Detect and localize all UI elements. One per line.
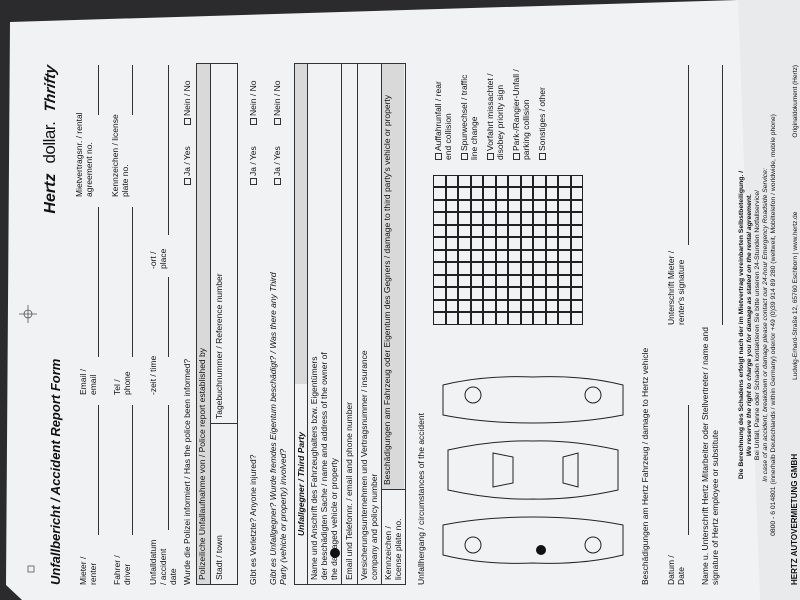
yes-label: Ja / Yes bbox=[272, 146, 282, 176]
circumstance-option[interactable] bbox=[459, 65, 479, 160]
place-field[interactable] bbox=[168, 65, 169, 235]
damage-grid-cell[interactable] bbox=[508, 275, 521, 288]
footer-bold-1: Die Berechnung des Schadens erfolgt nach der im Mietvertrag vereinbarten Selbstbeteiligung. / bbox=[738, 170, 745, 480]
damage-grid-cell[interactable] bbox=[458, 213, 471, 226]
table-divider bbox=[211, 423, 237, 424]
damage-grid-cell[interactable] bbox=[521, 263, 534, 276]
checkbox-icon[interactable] bbox=[250, 118, 257, 125]
email-label: Email / email bbox=[78, 369, 98, 395]
damage-grid-cell[interactable] bbox=[521, 288, 534, 301]
form-title: Unfallbericht / Accident Report Form bbox=[48, 358, 63, 585]
damage-grid-cell[interactable] bbox=[533, 275, 546, 288]
insurance-label: Versicherungsunternehmen und Vertragsnummer / insurance company and policy number bbox=[359, 350, 379, 580]
damage-grid-cell[interactable] bbox=[558, 200, 571, 213]
employee-signature-label: Name u. Unterschrift Hertz Mitarbeiter oder Stellvertreter / name and signature of Hertz employee or substitute bbox=[700, 327, 720, 585]
damage-grid-cell[interactable] bbox=[483, 313, 496, 326]
circumstance-option[interactable] bbox=[511, 65, 531, 160]
damage-grid-cell[interactable] bbox=[458, 263, 471, 276]
phone-label: Tel / phone bbox=[112, 371, 132, 395]
phone-field[interactable] bbox=[132, 207, 133, 357]
car-wheel bbox=[465, 537, 481, 553]
tp-license-plate-label: Kennzeichen / license plate no. bbox=[383, 518, 403, 580]
hertz-damage-label: Beschädigungen am Hertz Fahrzeug / damage to Hertz vehicle bbox=[640, 347, 650, 585]
damage-grid-cell[interactable] bbox=[496, 188, 509, 201]
damage-grid-cell[interactable] bbox=[433, 263, 446, 276]
accident-date-label: Unfalldatum / accident date bbox=[148, 539, 178, 585]
damage-grid-cell[interactable] bbox=[571, 213, 584, 226]
police-report-table bbox=[196, 63, 238, 585]
tp-damage-label: Beschädigungen am Fahrzeug oder Eigentum des Gegners / damage to third party's vehicle or property bbox=[382, 64, 404, 489]
footer-notice bbox=[738, 65, 778, 585]
damage-grid-cell[interactable] bbox=[558, 250, 571, 263]
damage-grid-cell[interactable] bbox=[483, 200, 496, 213]
table-divider bbox=[341, 64, 342, 584]
damage-grid-cell[interactable] bbox=[496, 213, 509, 226]
police-no-option[interactable] bbox=[182, 81, 192, 125]
damage-grid-cell[interactable] bbox=[571, 188, 584, 201]
damage-grid-cell[interactable] bbox=[546, 238, 559, 251]
car-top-view bbox=[448, 441, 618, 499]
damage-grid-cell[interactable] bbox=[458, 175, 471, 188]
injury-no-option[interactable] bbox=[248, 81, 258, 125]
rental-agreement-field[interactable] bbox=[98, 65, 99, 115]
damage-grid-cell[interactable] bbox=[458, 313, 471, 326]
yes-label: Ja / Yes bbox=[248, 146, 258, 176]
company-address: Ludwig-Erhard-Straße 12, 65760 Eschborn | www.hertz.de bbox=[792, 211, 799, 380]
damage-grid-cell[interactable] bbox=[446, 250, 459, 263]
damage-grid-cell[interactable] bbox=[446, 288, 459, 301]
damage-grid-cell[interactable] bbox=[533, 263, 546, 276]
no-label: Nein / No bbox=[272, 80, 282, 116]
car-side-right bbox=[443, 377, 623, 423]
damage-grid-cell[interactable] bbox=[508, 225, 521, 238]
damage-grid-cell[interactable] bbox=[433, 313, 446, 326]
car-wheel bbox=[585, 537, 601, 553]
table-divider bbox=[307, 64, 308, 584]
third-party-no-option[interactable] bbox=[272, 81, 282, 125]
damage-grid-cell[interactable] bbox=[533, 288, 546, 301]
damage-grid-cell[interactable] bbox=[446, 263, 459, 276]
renter-label: Mieter / renter bbox=[78, 556, 98, 585]
damage-grid[interactable] bbox=[433, 175, 583, 325]
damage-grid-cell[interactable] bbox=[558, 288, 571, 301]
damage-grid-cell[interactable] bbox=[446, 225, 459, 238]
car-rear-window bbox=[563, 453, 578, 487]
damage-grid-cell[interactable] bbox=[533, 238, 546, 251]
damage-grid-cell[interactable] bbox=[533, 213, 546, 226]
third-party-shade bbox=[295, 64, 307, 384]
checkbox-icon[interactable] bbox=[250, 178, 257, 185]
damage-grid-cell[interactable] bbox=[508, 238, 521, 251]
table-divider bbox=[357, 64, 358, 584]
damage-grid-cell[interactable] bbox=[446, 238, 459, 251]
damage-grid-cell[interactable] bbox=[571, 238, 584, 251]
damage-grid-cell[interactable] bbox=[433, 275, 446, 288]
car-wheel bbox=[585, 387, 601, 403]
damage-grid-cell[interactable] bbox=[446, 188, 459, 201]
owner-name-address-label: Name und Anschrift des Fahrzeughalters bzw. Eigentümers der beschädigten Sache / name and address of the owner of the damaged vehicle or property bbox=[309, 352, 339, 580]
damage-grid-cell[interactable] bbox=[446, 275, 459, 288]
damage-grid-cell[interactable] bbox=[471, 200, 484, 213]
damage-grid-cell[interactable] bbox=[471, 225, 484, 238]
damage-grid-cell[interactable] bbox=[571, 225, 584, 238]
accident-report-form bbox=[40, 63, 800, 585]
damage-grid-cell[interactable] bbox=[546, 263, 559, 276]
damage-grid-cell[interactable] bbox=[458, 188, 471, 201]
damage-grid-cell[interactable] bbox=[483, 263, 496, 276]
damage-grid-cell[interactable] bbox=[433, 200, 446, 213]
email-phone-label: Email und Telefonnr. / email and phone number bbox=[344, 402, 354, 580]
damage-grid-cell[interactable] bbox=[571, 250, 584, 263]
damage-grid-cell[interactable] bbox=[521, 238, 534, 251]
original-document: Originaldokument (Hertz) bbox=[792, 65, 799, 138]
circumstance-option-label: Spurwechsel / traffic line change bbox=[459, 74, 479, 160]
table-divider bbox=[381, 489, 405, 490]
damage-grid-cell[interactable] bbox=[521, 200, 534, 213]
date-label: Datum / Date bbox=[666, 555, 686, 585]
damage-grid-cell[interactable] bbox=[571, 288, 584, 301]
damage-grid-cell[interactable] bbox=[496, 288, 509, 301]
damage-grid-cell[interactable] bbox=[496, 200, 509, 213]
damage-grid-cell[interactable] bbox=[521, 175, 534, 188]
renter-field[interactable] bbox=[98, 405, 99, 535]
damage-grid-cell[interactable] bbox=[533, 175, 546, 188]
circumstance-options bbox=[433, 65, 553, 160]
circumstance-option-label: Sonstiges / other bbox=[537, 87, 547, 151]
car-side-left bbox=[443, 517, 623, 563]
no-label: Nein / No bbox=[182, 80, 192, 116]
damage-grid-cell[interactable] bbox=[483, 188, 496, 201]
car-damage-diagram[interactable] bbox=[433, 365, 633, 575]
checkbox-icon[interactable] bbox=[461, 153, 468, 160]
car-windshield bbox=[493, 453, 513, 487]
damage-grid-cell[interactable] bbox=[533, 200, 546, 213]
rental-agreement-label: Mietvertragsnr. / rental agreement no. bbox=[74, 112, 94, 197]
damage-grid-cell[interactable] bbox=[508, 250, 521, 263]
checkbox-icon[interactable] bbox=[184, 118, 191, 125]
hertz-logo: Hertz bbox=[42, 173, 59, 214]
third-party-table bbox=[294, 63, 406, 585]
damage-grid-cell[interactable] bbox=[546, 288, 559, 301]
damage-grid-cell[interactable] bbox=[458, 250, 471, 263]
damage-grid-cell[interactable] bbox=[508, 313, 521, 326]
town-label: Stadt / town bbox=[214, 535, 224, 580]
damage-grid-cell[interactable] bbox=[521, 275, 534, 288]
renter-signature-field[interactable] bbox=[688, 65, 689, 245]
damage-grid-cell[interactable] bbox=[483, 225, 496, 238]
damage-grid-cell[interactable] bbox=[558, 213, 571, 226]
damage-grid-cell[interactable] bbox=[558, 275, 571, 288]
damage-grid-cell[interactable] bbox=[571, 313, 584, 326]
damage-grid-cell[interactable] bbox=[546, 200, 559, 213]
damage-grid-cell[interactable] bbox=[471, 300, 484, 313]
damage-grid-cell[interactable] bbox=[446, 313, 459, 326]
injury-yes-option[interactable] bbox=[248, 146, 258, 185]
damage-grid-cell[interactable] bbox=[433, 175, 446, 188]
damage-grid-cell[interactable] bbox=[446, 213, 459, 226]
damage-grid-cell[interactable] bbox=[558, 313, 571, 326]
damage-grid-cell[interactable] bbox=[496, 175, 509, 188]
damage-grid-cell[interactable] bbox=[446, 300, 459, 313]
third-party-yes-option[interactable] bbox=[272, 146, 282, 185]
damage-grid-cell[interactable] bbox=[458, 300, 471, 313]
damage-grid-cell[interactable] bbox=[496, 313, 509, 326]
license-plate-label: Kennzeichen / license plate no. bbox=[110, 114, 130, 197]
license-plate-field[interactable] bbox=[132, 65, 133, 115]
reference-number-label: Tagebuchnummer / Reference number bbox=[214, 273, 224, 419]
damage-grid-cell[interactable] bbox=[521, 300, 534, 313]
driver-field[interactable] bbox=[132, 405, 133, 535]
damage-grid-cell[interactable] bbox=[433, 288, 446, 301]
damage-grid-cell[interactable] bbox=[546, 188, 559, 201]
car-wheel bbox=[465, 387, 481, 403]
third-party-question: Gibt es Unfallgegner? Wurde fremdes Eigentum beschädigt? / Was there any Third Party (vehicle or property) involved? bbox=[268, 272, 288, 585]
damage-grid-cell[interactable] bbox=[496, 300, 509, 313]
damage-grid-cell[interactable] bbox=[558, 238, 571, 251]
time-field[interactable] bbox=[168, 277, 169, 357]
footer-info-1: Bei Unfall, Panne oder Schaden kontaktieren Sie bitte unseren 24-Stunden Notfallservice/ bbox=[754, 189, 761, 461]
damage-grid-cell[interactable] bbox=[496, 263, 509, 276]
damage-grid-cell[interactable] bbox=[571, 175, 584, 188]
damage-grid-cell[interactable] bbox=[533, 188, 546, 201]
time-label: -zeit / time bbox=[148, 355, 158, 395]
damage-grid-cell[interactable] bbox=[433, 188, 446, 201]
damage-grid-cell[interactable] bbox=[483, 275, 496, 288]
police-yes-option[interactable] bbox=[182, 146, 192, 185]
email-field[interactable] bbox=[98, 207, 99, 357]
damage-grid-cell[interactable] bbox=[446, 175, 459, 188]
checkbox-icon[interactable] bbox=[435, 153, 442, 160]
damage-grid-cell[interactable] bbox=[458, 238, 471, 251]
place-label: -ort / place bbox=[148, 248, 168, 269]
damage-grid-cell[interactable] bbox=[508, 300, 521, 313]
damage-grid-cell[interactable] bbox=[458, 288, 471, 301]
damage-grid-cell[interactable] bbox=[483, 213, 496, 226]
damage-grid-cell[interactable] bbox=[458, 275, 471, 288]
date-field[interactable] bbox=[688, 405, 689, 535]
police-question: Wurde die Polizei informiert / Has the police been informed? bbox=[182, 358, 192, 585]
circumstance-option[interactable] bbox=[537, 65, 547, 160]
damage-grid-cell[interactable] bbox=[571, 275, 584, 288]
damage-grid-cell[interactable] bbox=[483, 175, 496, 188]
damage-grid-cell[interactable] bbox=[508, 263, 521, 276]
damage-grid-cell[interactable] bbox=[521, 213, 534, 226]
damage-grid-cell[interactable] bbox=[496, 225, 509, 238]
damage-grid-cell[interactable] bbox=[571, 263, 584, 276]
damage-grid-cell[interactable] bbox=[508, 188, 521, 201]
damage-grid-cell[interactable] bbox=[558, 175, 571, 188]
dollar-logo: dollar. bbox=[40, 121, 59, 164]
damage-grid-cell[interactable] bbox=[508, 288, 521, 301]
footer-info-2: In case of an accident, breakdown or damage please contact our 24-hour Emergency Roadside Service: bbox=[762, 168, 769, 482]
damage-grid-cell[interactable] bbox=[433, 213, 446, 226]
no-label: Nein / No bbox=[248, 80, 258, 116]
damage-grid-cell[interactable] bbox=[521, 313, 534, 326]
footer-bold-2: We reserve the right to charge you for damage as stated on the rental agreement. bbox=[746, 193, 753, 457]
checkbox-icon[interactable] bbox=[274, 178, 281, 185]
footer-bar bbox=[790, 65, 800, 585]
damage-grid-cell[interactable] bbox=[471, 263, 484, 276]
damage-grid-cell[interactable] bbox=[533, 313, 546, 326]
damage-grid-cell[interactable] bbox=[546, 175, 559, 188]
damage-grid-cell[interactable] bbox=[433, 225, 446, 238]
footer-info-3: 0800 - 6 014801 (innerhalb Deutschlands / within Germany) oder/or +49 (0)39 914 89 280 (weltweit, Mobiltelefon / worldwide, mobile phone) bbox=[770, 114, 777, 536]
damage-grid-cell[interactable] bbox=[471, 250, 484, 263]
driver-label: Fahrer / driver bbox=[112, 555, 132, 585]
damage-grid-cell[interactable] bbox=[496, 250, 509, 263]
damage-grid-cell[interactable] bbox=[546, 275, 559, 288]
damage-grid-cell[interactable] bbox=[546, 250, 559, 263]
circumstance-option-label: Park-/Rangier-Unfall / parking collision bbox=[511, 69, 531, 160]
employee-signature-field[interactable] bbox=[722, 65, 723, 325]
checkbox-icon[interactable] bbox=[539, 153, 546, 160]
circumstance-option-label: Auffahrunfall / rear end collision bbox=[433, 81, 453, 160]
renter-signature-label: Unterschrift Mieter / renter's signature bbox=[666, 250, 686, 325]
damage-grid-cell[interactable] bbox=[521, 250, 534, 263]
damage-grid-cell[interactable] bbox=[508, 200, 521, 213]
damage-grid-cell[interactable] bbox=[446, 200, 459, 213]
checkbox-icon[interactable] bbox=[513, 153, 520, 160]
injury-question: Gibt es Verletzte? Anyone injured? bbox=[248, 454, 258, 585]
damage-grid-cell[interactable] bbox=[521, 188, 534, 201]
damage-grid-cell[interactable] bbox=[433, 238, 446, 251]
damage-grid-cell[interactable] bbox=[471, 238, 484, 251]
checkbox-icon[interactable] bbox=[274, 118, 281, 125]
damage-grid-cell[interactable] bbox=[471, 288, 484, 301]
damage-grid-cell[interactable] bbox=[496, 275, 509, 288]
damage-grid-cell[interactable] bbox=[571, 300, 584, 313]
damage-grid-cell[interactable] bbox=[483, 288, 496, 301]
checkbox-icon[interactable] bbox=[184, 178, 191, 185]
yes-label: Ja / Yes bbox=[182, 146, 192, 176]
damage-grid-cell[interactable] bbox=[483, 250, 496, 263]
damage-grid-cell[interactable] bbox=[508, 175, 521, 188]
brand-logos bbox=[40, 65, 60, 214]
company-name: HERTZ AUTOVERMIETUNG GMBH bbox=[790, 453, 799, 585]
damage-grid-cell[interactable] bbox=[433, 250, 446, 263]
damage-grid-cell[interactable] bbox=[471, 188, 484, 201]
damage-grid-cell[interactable] bbox=[558, 300, 571, 313]
damage-grid-cell[interactable] bbox=[458, 200, 471, 213]
damage-grid-cell[interactable] bbox=[546, 225, 559, 238]
damage-grid-cell[interactable] bbox=[471, 213, 484, 226]
damage-grid-cell[interactable] bbox=[546, 313, 559, 326]
damage-grid-cell[interactable] bbox=[558, 225, 571, 238]
damage-grid-cell[interactable] bbox=[508, 213, 521, 226]
third-party-title: Unfallgegner / Third Party bbox=[296, 432, 306, 536]
damage-grid-cell[interactable] bbox=[546, 300, 559, 313]
damage-grid-cell[interactable] bbox=[533, 225, 546, 238]
circumstance-option[interactable] bbox=[485, 65, 505, 160]
damage-grid-cell[interactable] bbox=[558, 188, 571, 201]
damage-grid-cell[interactable] bbox=[471, 275, 484, 288]
checkbox-icon[interactable] bbox=[487, 153, 494, 160]
damage-grid-cell[interactable] bbox=[521, 225, 534, 238]
circumstances-label: Unfallhergang / circumstances of the accident bbox=[416, 413, 426, 585]
damage-grid-cell[interactable] bbox=[496, 238, 509, 251]
thrifty-logo: Thrifty bbox=[42, 63, 59, 113]
damage-grid-cell[interactable] bbox=[571, 200, 584, 213]
damage-grid-cell[interactable] bbox=[471, 313, 484, 326]
damage-grid-cell[interactable] bbox=[471, 175, 484, 188]
damage-grid-cell[interactable] bbox=[483, 238, 496, 251]
police-report-header: Polizeiliche Unfallaufnahme von / Police report established by bbox=[197, 64, 211, 584]
damage-grid-cell[interactable] bbox=[433, 300, 446, 313]
crosshair-icon bbox=[18, 304, 38, 324]
damage-grid-cell[interactable] bbox=[458, 225, 471, 238]
damage-grid-cell[interactable] bbox=[546, 213, 559, 226]
circumstance-option-label: Vorfahrt missachtet / disobey priority sign bbox=[485, 73, 505, 160]
accident-date-field[interactable] bbox=[168, 405, 169, 530]
damage-grid-cell[interactable] bbox=[533, 300, 546, 313]
circumstance-option[interactable] bbox=[433, 65, 453, 160]
damage-grid-cell[interactable] bbox=[558, 263, 571, 276]
damage-grid-cell[interactable] bbox=[533, 250, 546, 263]
damage-grid-cell[interactable] bbox=[483, 300, 496, 313]
